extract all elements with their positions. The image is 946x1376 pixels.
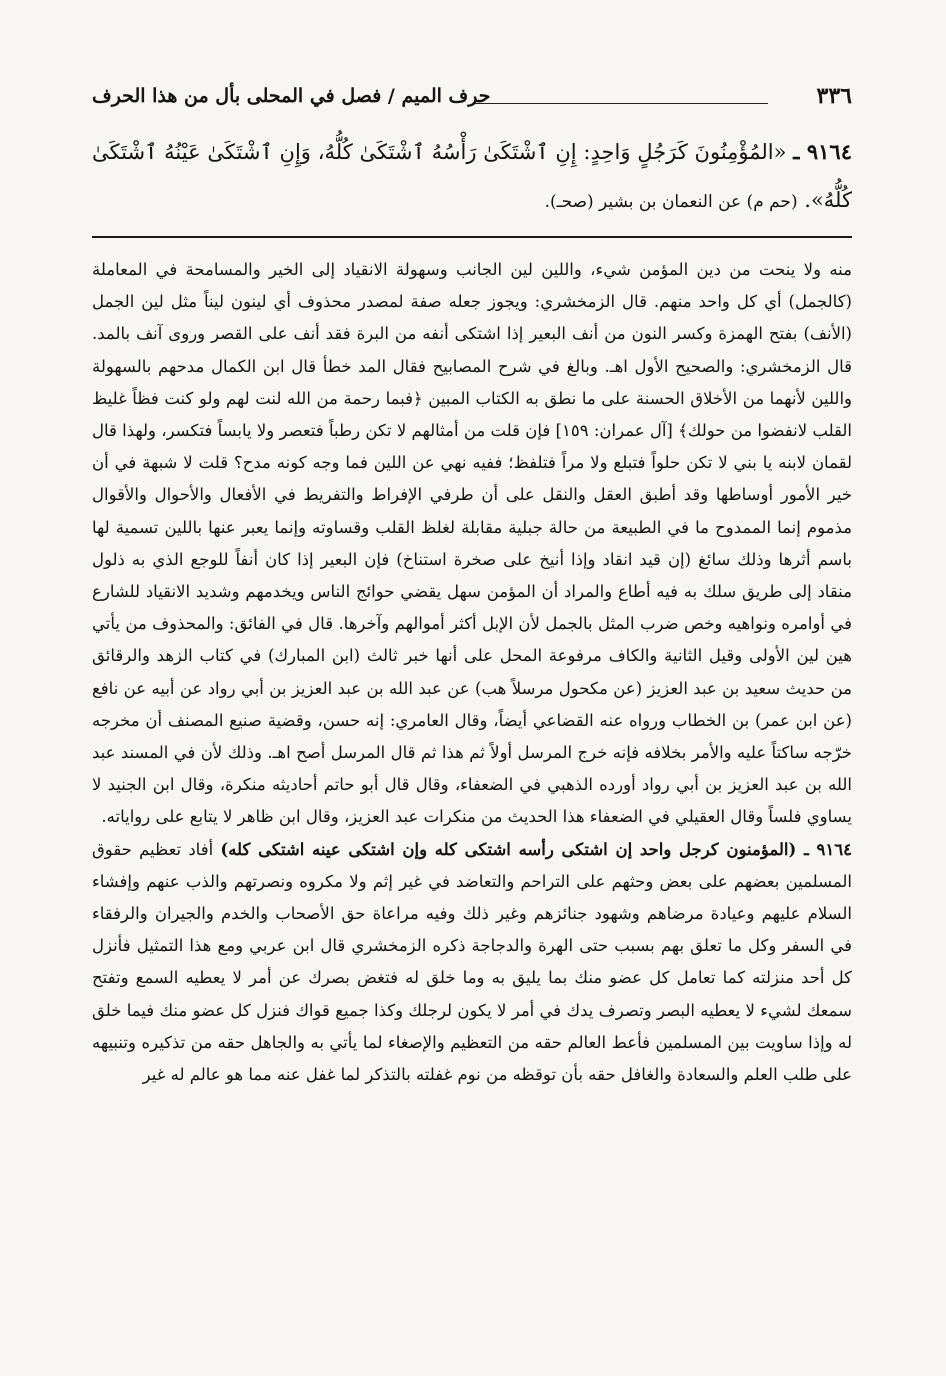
commentary-block [92, 254, 852, 1091]
header-rule [472, 103, 768, 104]
page-header [92, 76, 852, 116]
commentary-text-2: أفاد تعظيم حقوق المسلمين بعضهم على بعض وحثهم على التراحم والتعاضد في غير إثم ولا مكروه ونصرتهم والذب عنهم وإفشاء السلام عليهم وعيادة مرضاهم وشهود جنائزهم وغير ذلك وفيه مراعاة حق الأصحاب والخدم والجيران والرفقاء في السفر وكل ما تعلق بهم بسبب حتى الهرة والدجاجة ذكره الزمخشري قال ابن عربي ومع هذا التمثيل فأنزل كل أحد منزلته كما تعامل كل عضو منك بما يليق به وما خلق له فتغض بصرك عن أمر لا يعطيه السمع وتفتح سمعك لشيء لا يعطيه البصر وتصرف يدك في أمر لا يكون لرجلك وكذا جميع قواك فنزل كل عضو منك فيما خلق له وإذا ساويت بين المسلمين فأعط العالم حقه من التعظيم والإصغاء لما يأتي به والجاهل حقه من تذكيره وتنبيهه على طلب العلم والسعادة والغافل حقه بأن توقظه من نوم غفلته بالتذكر لما غفل عنه مما هو عالم له غير [92, 839, 852, 1085]
page-number: ٣٣٦ [816, 83, 852, 109]
hadith-paragraph [92, 128, 852, 226]
commentary-heading-2: ٩١٦٤ ـ (المؤمنون كرجل واحد إن اشتكى رأسه اشتكى كله وإن اشتكى عينه اشتكى كله) [220, 839, 852, 859]
hadith-number: ٩١٦٤ ـ [793, 139, 852, 164]
hadith-source: (حم م) عن النعمان بن بشير (صحـ). [544, 192, 798, 212]
hadith-text: «المُؤْمِنُونَ كَرَجُلٍ وَاحِدٍ: إِنِ ٱشْتَكَىٰ رَأْسُهُ ٱشْتَكَىٰ كُلُّهُ، وَإِنِ ٱشْتَكَىٰ عَيْنُهُ ٱشْتَكَىٰ كُلُّهُ». [92, 140, 852, 212]
footnote-divider [92, 236, 852, 238]
hadith-text-block [92, 128, 852, 226]
commentary-paragraph-1: منه ولا ينحت من دين المؤمن شيء، واللين لين الجانب وسهولة الانقياد إلى الخير والمسامحة في المعاملة (كالجمل) أي كل واحد منهم. قال الزمخشري: ويجوز جعله صفة لمصدر محذوف أي لينون ليناً مثل لين الجمل (الأنف) بفتح الهمزة وكسر النون من أنف البعير إذا اشتكى أنفه من البرة فقد أنف على القصر وروى آنف بالمد. قال الزمخشري: والصحيح الأول اهـ. وبالغ في شرح المصابيح فقال المد خطأ قال ابن الكمال مدحهم بالسهولة واللين لأنهما من الأخلاق الحسنة على ما نطق به الكتاب المبين ﴿فبما رحمة من الله لنت لهم ولو كنت فظاً غليظ القلب لانفضوا من حولك﴾ [آل عمران: ١٥٩] فإن قلت من أمثالهم لا تكن رطباً فتعصر ولا يابساً فتكسر، ولهذا قال لقمان لابنه يا بني لا تكن حلواً فتبلع ولا مراً فتلفظ؛ ففيه نهي عن اللين فما وجه كونه مدح؟ قلت لا شبهة في أن خير الأمور أوساطها وقد أطبق العقل والنقل على أن طرفي الإفراط والتفريط في الأفعال والأحوال والأقوال مذموم إنما الممدوح ما في الطبيعة من حالة جبلية مقابلة لغلظ القلب وقساوته وإنما يعبر عنها باللين تسمية لها باسم أثرها وذلك سائغ (إن قيد انقاد وإذا أنيخ على صخرة استناخ) فإن البعير إذا كان أنفاً للوجع الذي به ذلول منقاد إلى طريق سلك به فيه أطاع والمراد أن المؤمن سهل يقضي حوائج الناس ويخدمهم وشديد الانقياد للشارع في أوامره ونواهيه وخص ضرب المثل بالجمل لأن الإبل أكثر أموالهم وآخرها. قال في الفائق: والمحذوف من يأتي هين لين الأولى وقيل الثانية والكاف مرفوعة المحل على أنها خبر ثالث (ابن المبارك) في كتاب الزهد والرقائق من حديث سعيد بن عبد العزيز (عن مكحول مرسلاً هب) عن عبد الله بن عبد العزيز بن أبي رواد عن أبيه عن نافع (عن ابن عمر) بن الخطاب ورواه عنه القضاعي أيضاً، وقال العامري: إنه حسن، وقضية صنيع المصنف أن مخرجه خرّجه ساكتاً عليه والأمر بخلافه فإنه خرج المرسل أولاً ثم هذا ثم قال المرسل أصح اهـ. وذلك لأن في المسند عبد الله بن عبد العزيز بن أبي رواد أورده الذهبي في الضعفاء، وقال قال أبو حاتم أحاديثه منكرة، وقال ابن الجنيد لا يساوي فلساً وقال العقيلي في الضعفاء هذا الحديث من منكرات عبد العزيز، وقال ابن ظاهر لا يتابع على رواياته. [92, 260, 852, 827]
running-title: حرف الميم / فصل في المحلى بأل من هذا الحرف [92, 85, 491, 107]
commentary-paragraph-2 [92, 834, 852, 1092]
